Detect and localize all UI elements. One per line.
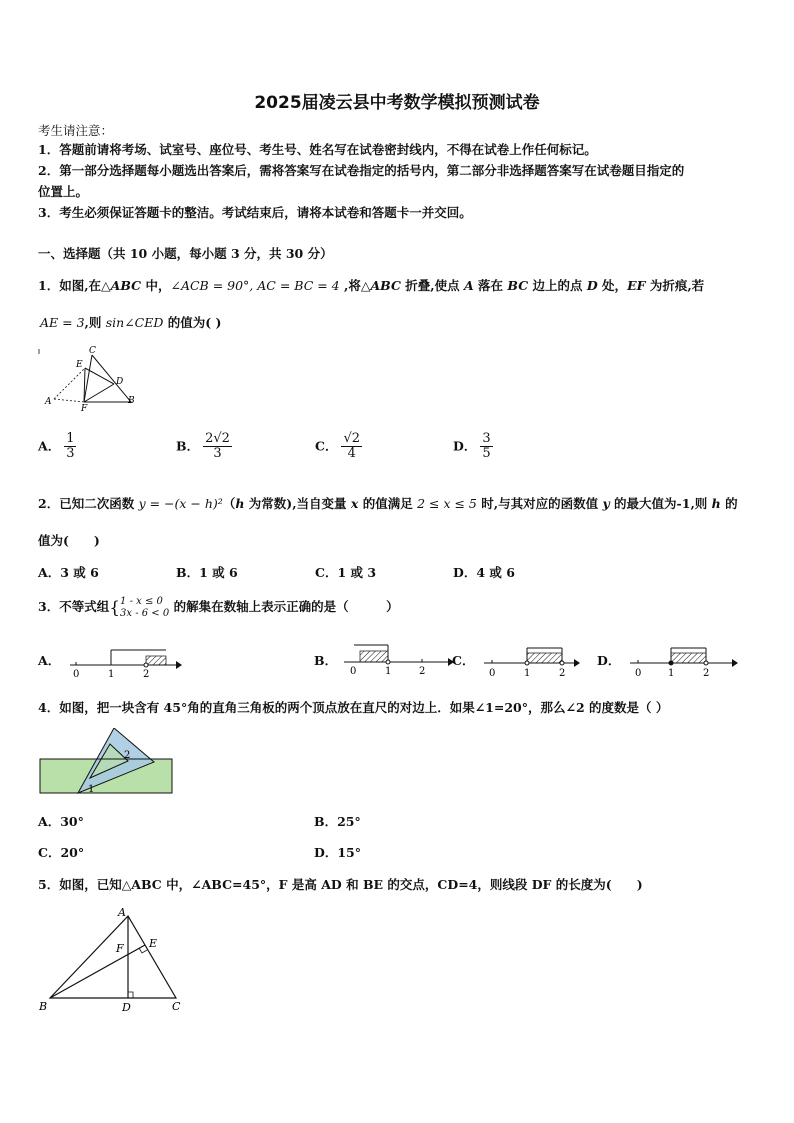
q4-angle-1: 1 — [88, 784, 95, 795]
q5-stem: 5．如图，已知△ABC 中，∠ABC=45°，F 是高 AD 和 BE 的交点，CD=4，则线段 DF 的长度为( ) — [38, 877, 643, 892]
q1-label-b: B — [128, 396, 135, 406]
q5-label-a: A — [118, 906, 126, 919]
q1-option-b[interactable]: B． $\frac{2√2}{3}$ — [176, 431, 230, 462]
q3-option-a-label[interactable]: A． — [38, 653, 61, 668]
q2-option-c[interactable]: C．1 或 3 — [315, 565, 377, 580]
notice-item-2: 2．第一部分选择题每小题选出答案后，需将答案写在试卷指定的括号内，第二部分非选择题答案写在试卷题目指定的 — [38, 163, 685, 178]
q1-option-d[interactable]: D． $\frac{3}{5}$ — [453, 431, 491, 462]
q5-label-e: E — [149, 937, 158, 950]
svg-text:1: 1 — [524, 668, 531, 679]
section-heading: 一、选择题（共 10 小题，每小题 3 分，共 30 分） — [38, 246, 333, 261]
q2-option-a[interactable]: A．3 或 6 — [38, 565, 99, 580]
q4-angle-2: 2 — [124, 750, 131, 761]
q5-figure — [36, 904, 186, 1016]
q4-option-a[interactable]: A．30° — [38, 814, 84, 829]
q2-option-b[interactable]: B．1 或 6 — [176, 565, 238, 580]
svg-text:2: 2 — [143, 669, 150, 678]
q1-line1: 1．如图,在△ABC 中，∠ACB = 90°, AC = BC = 4 ,将△ABC 折叠,使点 A 落在 BC 边上的点 D 处，EF 为折痕,若 — [38, 278, 705, 293]
q3-option-d-label[interactable]: D． — [597, 653, 621, 668]
q1-label-e: E — [76, 360, 83, 370]
q1-label-c: C — [89, 346, 96, 356]
q4-option-d[interactable]: D．15° — [314, 845, 361, 860]
notice-heading: 考生请注意： — [38, 123, 114, 138]
q4-option-b[interactable]: B．25° — [314, 814, 361, 829]
q3-option-a-numberline — [66, 644, 184, 678]
svg-text:0: 0 — [635, 668, 642, 679]
q5-label-c: C — [172, 1000, 181, 1013]
q1-option-a[interactable]: A． $\frac{1}{3}$ — [38, 431, 75, 462]
svg-text:1: 1 — [668, 668, 675, 679]
q3-option-c-label[interactable]: C． — [452, 653, 475, 668]
svg-text:0: 0 — [350, 666, 357, 677]
svg-text:0: 0 — [489, 668, 496, 679]
notice-item-1: 1．答题前请将考场、试室号、座位号、考生号、姓名写在试卷密封线内，不得在试卷上作任何标记。 — [38, 142, 597, 157]
q3-option-b-label[interactable]: B． — [314, 653, 338, 668]
q3-option-b-numberline — [340, 641, 456, 677]
q4-stem: 4．如图，把一块含有 45°角的直角三角板的两个顶点放在直尺的对边上．如果∠1=20°，那么∠2 的度数是（ ） — [38, 700, 669, 715]
q1-label-f: F — [81, 404, 88, 412]
q2-option-d[interactable]: D．4 或 6 — [453, 565, 515, 580]
q2-line2: 值为( ) — [38, 533, 100, 548]
q5-label-b: B — [39, 1000, 48, 1013]
q3-option-d-numberline — [628, 643, 740, 679]
q1-line2: AE = 3,则 sin∠CED 的值为( ) — [40, 315, 222, 330]
q3-stem: 3．不等式组{ 1 - x ≤ 0 3x - 6 < 0 的解集在数轴上表示正确的是（ ） — [38, 596, 399, 619]
svg-text:2: 2 — [703, 668, 710, 679]
notice-item-3: 3．考生必须保证答题卡的整洁。考试结束后，请将本试卷和答题卡一并交回。 — [38, 205, 472, 220]
q1-label-d: D — [116, 377, 124, 387]
svg-text:1: 1 — [108, 669, 115, 678]
q1-label-a: A — [45, 397, 52, 407]
q4-option-c[interactable]: C．20° — [38, 845, 85, 860]
q1-figure — [36, 344, 146, 412]
svg-text:0: 0 — [73, 669, 80, 678]
page-title: 2025届凌云县中考数学模拟预测试卷 — [254, 93, 540, 113]
q5-label-f: F — [116, 942, 124, 955]
q3-option-c-numberline — [482, 643, 582, 679]
notice-item-2-cont: 位置上。 — [38, 184, 89, 199]
svg-text:2: 2 — [559, 668, 566, 679]
svg-text:2: 2 — [419, 666, 426, 677]
svg-text:1: 1 — [385, 666, 392, 677]
q1-option-c[interactable]: C． $\frac{√2}{4}$ — [315, 431, 360, 462]
q5-label-d: D — [122, 1001, 131, 1014]
q4-figure — [38, 728, 178, 796]
q2-line1: 2．已知二次函数 y = −(x − h)²（h 为常数),当自变量 x 的值满足 2 ≤ x ≤ 5 时,与其对应的函数值 y 的最大值为-1,则 h 的 — [38, 496, 738, 511]
